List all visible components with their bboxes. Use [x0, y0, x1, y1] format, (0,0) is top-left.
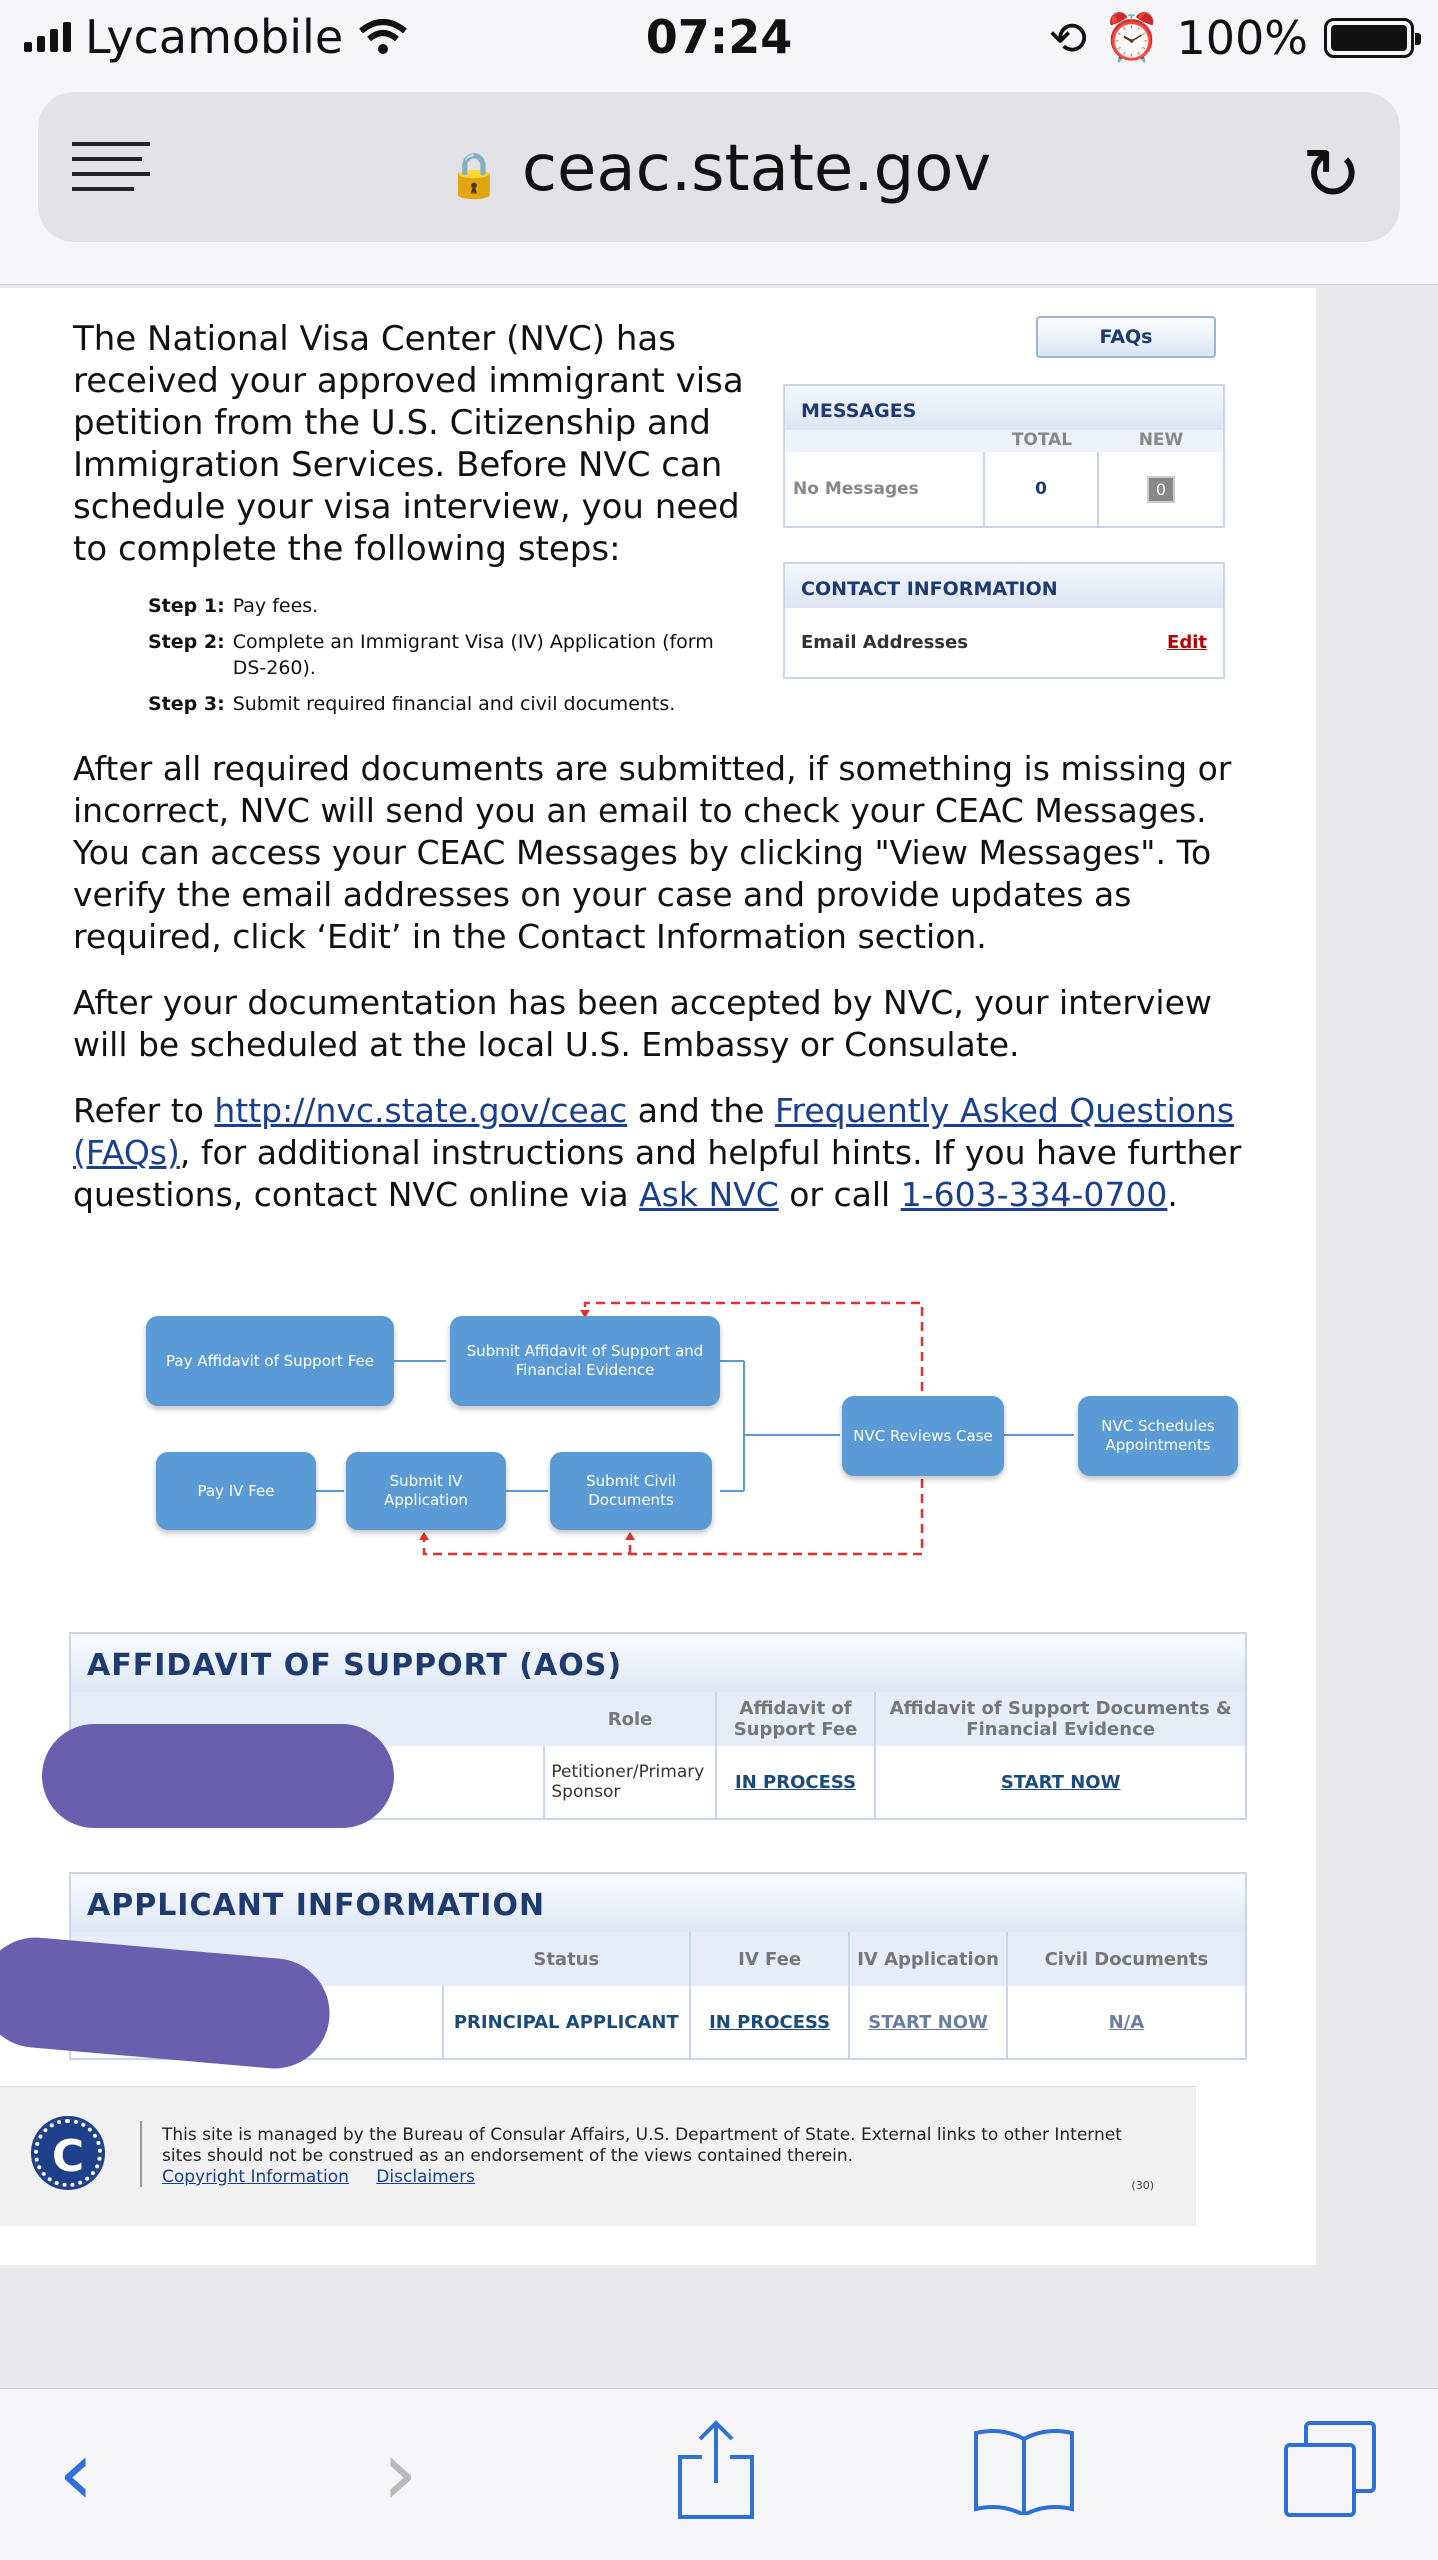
aos-docs-status[interactable] [876, 1746, 1245, 1818]
paragraph-2: After your documentation has been accepted by NVC, your interview will be scheduled at the local U.S. Embassy or Consulate. [73, 983, 1212, 1064]
col-aos-fee: Affidavit of Support Fee [717, 1692, 876, 1746]
applicant-status: PRINCIPAL APPLICANT [444, 1986, 691, 2058]
iv-application-status[interactable] [850, 1986, 1007, 2058]
iv-start-now-link[interactable]: START NOW [868, 2011, 988, 2033]
col-civil-documents: Civil Documents [1044, 1948, 1209, 1970]
site-footer [0, 2086, 1196, 2226]
footer-divider [140, 2121, 142, 2187]
flow-submit-iv: Submit IV Application [346, 1452, 506, 1530]
no-messages-label: No Messages [785, 452, 985, 526]
email-label: Email Addresses [801, 632, 968, 653]
messages-total: 0 [985, 452, 1099, 526]
step-item [148, 629, 748, 681]
flow-nvc-reviews: NVC Reviews Case [842, 1396, 1004, 1476]
footer-links [162, 2167, 1162, 2188]
step-text: Pay fees. [232, 595, 319, 617]
nvc-ceac-link[interactable]: http://nvc.state.gov/ceac [214, 1091, 628, 1130]
browser-header [0, 80, 1438, 285]
paragraph-3 [73, 1090, 1253, 1216]
col-role: Role [545, 1692, 716, 1746]
messages-columns [785, 430, 1223, 452]
col-new: NEW [1138, 430, 1184, 450]
consular-seal-icon: C [34, 2119, 102, 2187]
phone-link[interactable]: 1-603-334-0700 [900, 1175, 1168, 1214]
faqs-link[interactable]: Frequently Asked Questions (FAQs) [73, 1091, 1235, 1172]
flow-pay-iv: Pay IV Fee [156, 1452, 316, 1530]
aos-fee-status[interactable] [717, 1746, 876, 1818]
new-count: 0 [1147, 476, 1175, 503]
messages-row[interactable] [785, 452, 1223, 526]
step-label: Step 1: [148, 595, 225, 617]
applicant-title: APPLICANT INFORMATION [71, 1874, 1245, 1932]
step-label: Step 2: [148, 631, 225, 653]
copyright-link[interactable]: Copyright Information [162, 2167, 349, 2187]
iv-fee-link[interactable]: IN PROCESS [709, 2011, 831, 2033]
intro-text: The National Visa Center (NVC) has received your approved immigrant visa petition from the U.S. Citizenship and Immigration Services. Before NVC can schedule your visa interview, you need to complete the following steps: [73, 319, 744, 569]
browser-toolbar [0, 2388, 1438, 2560]
ask-nvc-link[interactable]: Ask NVC [639, 1175, 779, 1214]
redaction-mark [42, 1724, 394, 1828]
forward-icon[interactable]: › [382, 2421, 418, 2526]
alarm-icon: ⏰ [1103, 10, 1161, 64]
contact-panel [783, 562, 1225, 679]
col-total: TOTAL [1011, 430, 1073, 450]
domain-text: ceac.state.gov [521, 132, 992, 206]
p3-text: . [1167, 1175, 1178, 1214]
share-icon[interactable] [676, 2417, 756, 2521]
bookmarks-icon[interactable] [972, 2425, 1076, 2515]
p3-text: Refer to [73, 1091, 215, 1130]
paragraph-1: After all required documents are submitted, if something is missing or incorrect, NVC will send you an email to check your CEAC Messages. You can access your CEAC Messages by clicking "View Messages". To verify the email addresses on your case and provide updates as required, click ‘Edit’ in the Contact Information section. [73, 749, 1232, 956]
step-text: Complete an Immigrant Visa (IV) Application (form DS-260). [232, 631, 714, 679]
contact-header: CONTACT INFORMATION [785, 564, 1223, 608]
iv-fee-status[interactable] [691, 1986, 850, 2058]
civil-docs-link[interactable]: N/A [1108, 2011, 1145, 2033]
flow-pay-aos: Pay Affidavit of Support Fee [146, 1316, 394, 1406]
disclaimers-link[interactable]: Disclaimers [376, 2167, 476, 2187]
reload-icon[interactable]: ↻ [1301, 132, 1362, 216]
address-bar[interactable] [38, 92, 1400, 242]
col-status: Status [444, 1932, 691, 1986]
col-iv-application: IV Application [850, 1932, 1007, 1986]
role-value: Petitioner/Primary Sponsor [545, 1746, 716, 1818]
back-icon[interactable]: ‹ [58, 2421, 94, 2526]
aos-title: AFFIDAVIT OF SUPPORT (AOS) [71, 1634, 1245, 1692]
tabs-icon[interactable] [1282, 2419, 1378, 2519]
col-aos-docs: Affidavit of Support Documents & Financial Evidence [889, 1698, 1232, 1740]
messages-header: MESSAGES [785, 386, 1223, 430]
p3-text: and the [627, 1091, 775, 1130]
lock-icon: 🔒 [446, 150, 502, 201]
messages-new-icon[interactable] [1099, 452, 1223, 526]
faqs-button[interactable]: FAQs [1036, 316, 1216, 358]
battery-icon [1324, 18, 1414, 58]
step-item [148, 593, 748, 619]
web-page [0, 288, 1316, 2265]
rotation-lock-icon: ⟲ [1048, 10, 1088, 65]
step-item [148, 691, 748, 717]
steps-list [148, 593, 748, 727]
footer-disclaimer: This site is managed by the Bureau of Consular Affairs, U.S. Department of State. External links to other Internet sites should not be construed as an endorsement of the views contained therein. [162, 2125, 1122, 2166]
carrier-name: Lycamobile [85, 10, 344, 64]
step-label: Step 3: [148, 693, 225, 715]
aos-fee-link[interactable]: IN PROCESS [735, 1771, 857, 1793]
edit-link[interactable]: Edit [1167, 632, 1207, 653]
clock: 07:24 [645, 10, 793, 64]
battery-percent: 100% [1176, 10, 1308, 65]
messages-panel [783, 384, 1225, 528]
civil-docs-status[interactable] [1008, 1986, 1245, 2058]
status-right [1049, 10, 1414, 65]
status-bar [0, 0, 1438, 80]
step-text: Submit required financial and civil documents. [232, 693, 676, 715]
footer-code: (30) [1131, 2179, 1154, 2192]
address-domain[interactable] [38, 132, 1400, 206]
p3-text: , for additional instructions and helpful hints. If you have further questions, contact NVC online via [73, 1133, 1242, 1214]
footer-text [162, 2125, 1162, 2188]
flow-submit-aos: Submit Affidavit of Support and Financial Evidence [450, 1316, 720, 1406]
flow-submit-civil: Submit Civil Documents [550, 1452, 712, 1530]
p3-text: or call [778, 1175, 901, 1214]
flow-nvc-schedules: NVC Schedules Appointments [1078, 1396, 1238, 1476]
aos-start-now-link[interactable]: START NOW [1000, 1771, 1121, 1793]
col-iv-fee: IV Fee [691, 1932, 850, 1986]
process-flow-diagram [140, 1288, 1250, 1568]
contact-row [785, 608, 1223, 677]
